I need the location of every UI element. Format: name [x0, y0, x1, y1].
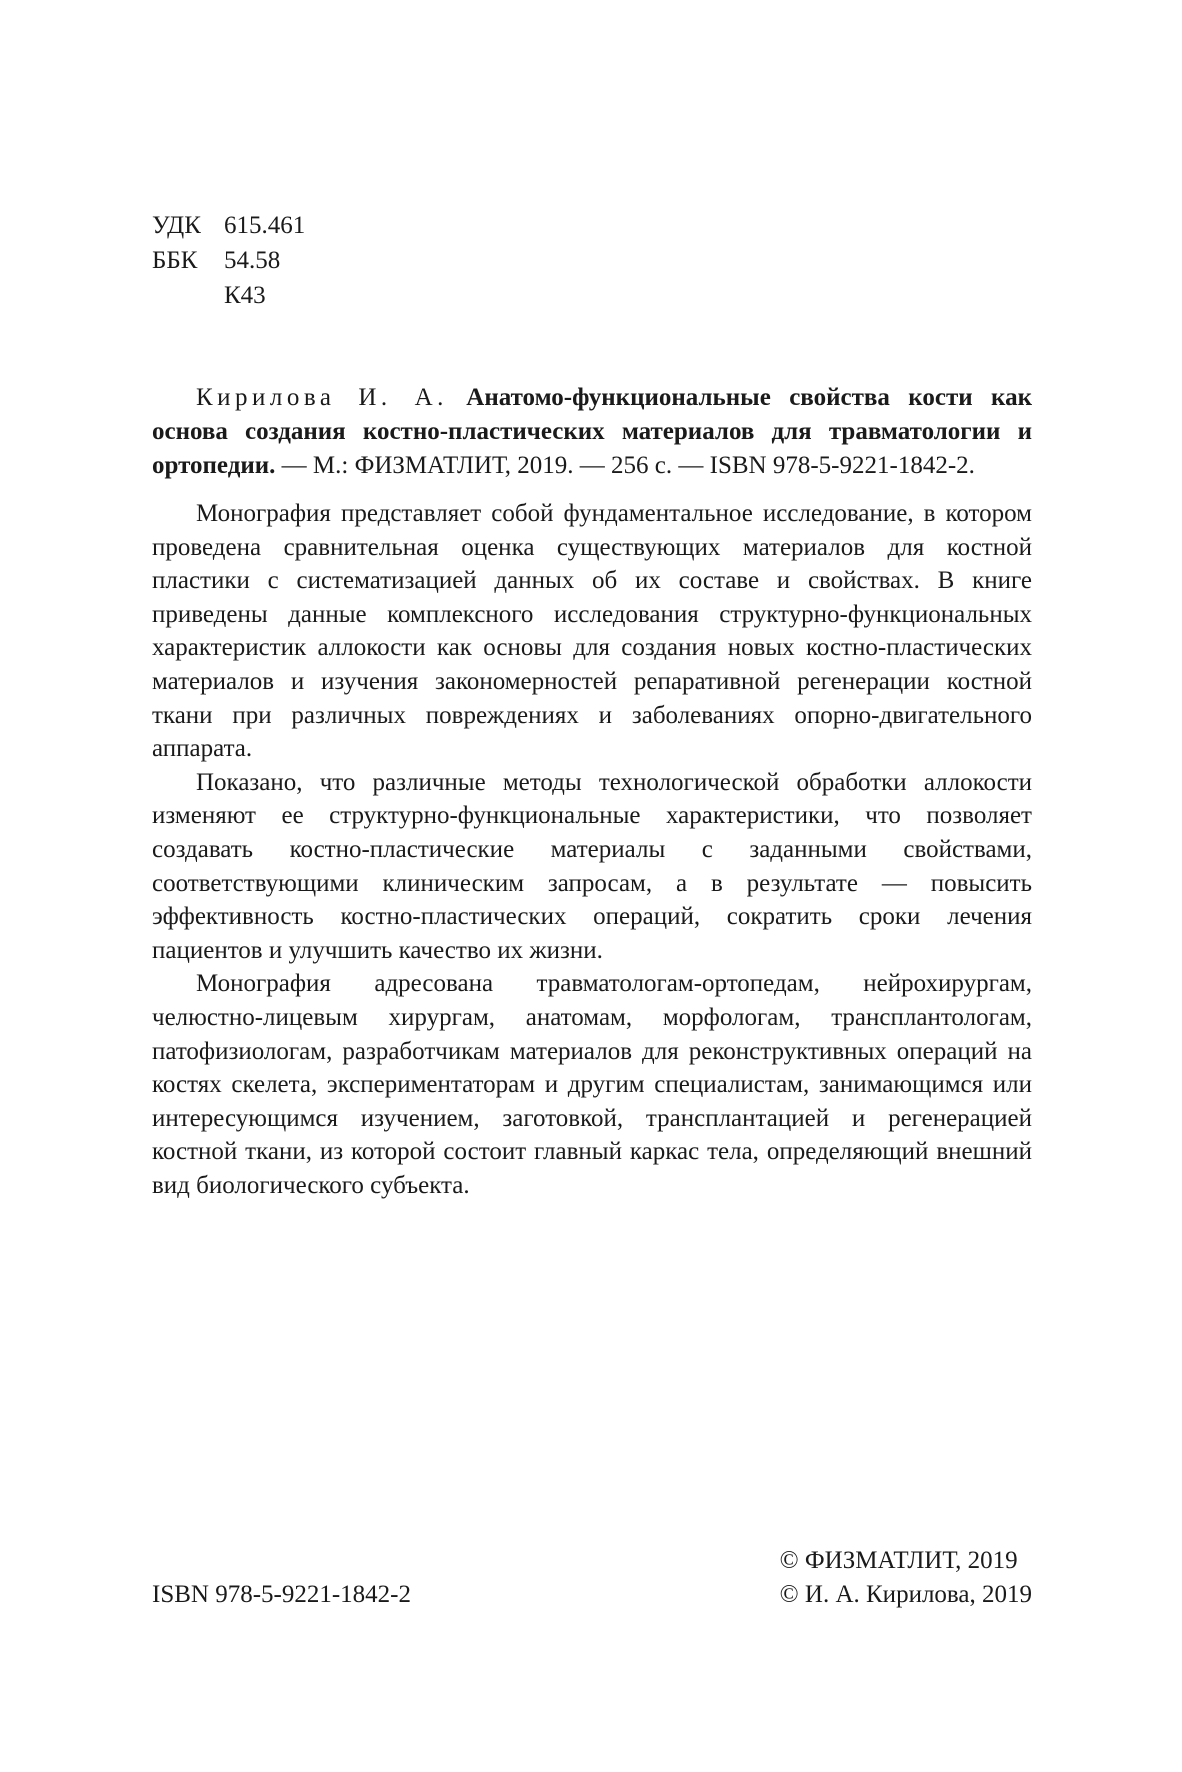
bbk-row	[152, 243, 305, 278]
author-sign: К43	[224, 282, 266, 309]
udk-value: 615.461	[224, 212, 306, 239]
bbk-value: 54.58	[224, 247, 281, 274]
classification-block	[152, 208, 305, 313]
annotation	[152, 497, 1032, 1202]
annotation-paragraph: Показано, что различные методы технологической обработки аллокости изменяют ее структурно-функциональные характеристики, что позволяет создавать костно-пластические материалы с заданными свойствами, соответствующими клиническим запросам, а в результате — повысить эффективность костно-пластических операций, сократить сроки лечения пациентов и улучшить качество их жизни.	[152, 768, 1032, 964]
copyright-author: © И. А. Кирилова, 2019	[779, 1581, 1032, 1608]
copyright-block	[780, 1544, 1032, 1612]
author-sign-row	[152, 278, 305, 313]
annotation-paragraph: Монография адресована травматологам-ортопедам, нейрохирургам, челюстно-лицевым хирургам, анатомам, морфологам, трансплантологам, патофизиологам, разработчикам материалов для реконструктивных операций на костях скелета, экспериментаторам и другим специалистам, занимающимся или интересующимся изучением, заготовкой, трансплантацией и регенерацией костной ткани, из которой состоит главный каркас тела, определяющий внешний вид биологического субъекта.	[152, 970, 1032, 1199]
author-name: Кирилова И. А.	[196, 384, 448, 411]
imprint: — М.: ФИЗМАТЛИТ, 2019. — 256 с. — ISBN 978-5-9221-1842-2.	[275, 452, 975, 479]
udk-row	[152, 208, 305, 243]
bibliographic-record	[152, 381, 1032, 483]
bbk-label: ББК	[152, 247, 198, 274]
isbn-footer: ISBN 978-5-9221-1842-2	[152, 1581, 412, 1608]
copyright-publisher: © ФИЗМАТЛИТ, 2019	[779, 1547, 1018, 1574]
udk-label: УДК	[152, 212, 201, 239]
annotation-paragraph: Монография представляет собой фундаментальное исследование, в котором проведена сравнительная оценка существующих материалов для костной пластики с систематизацией данных об их составе и свойствах. В книге приведены данные комплексного исследования структурно-функциональных характеристик аллокости как основы для создания новых костно-пластических материалов и изучения закономерностей репаративной регенерации костной ткани при различных повреждениях и заболеваниях опорно-двигательного аппарата.	[152, 500, 1032, 763]
book-title: Анатомо-функциональные свойства кости как основа создания костно-пластических материалов для травматологии и ортопедии.	[152, 384, 1032, 479]
